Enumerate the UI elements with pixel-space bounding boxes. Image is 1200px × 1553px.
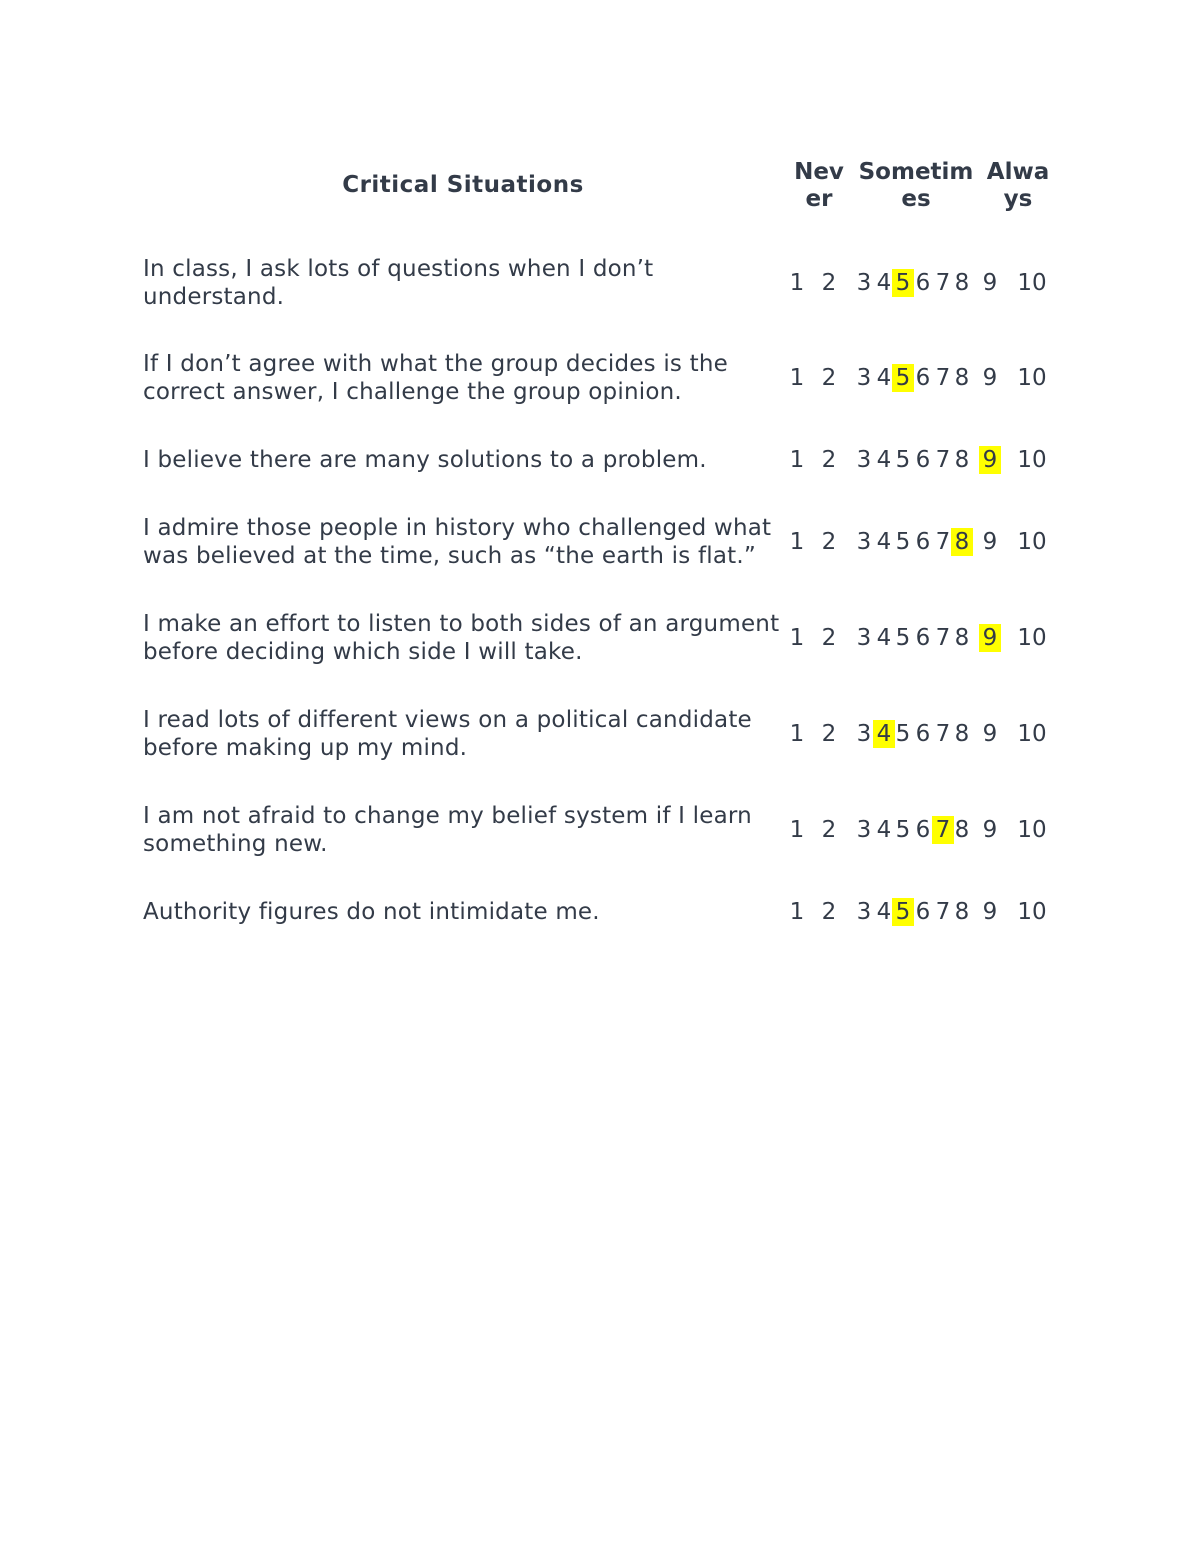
rating-option-2[interactable]: 2 [821, 447, 837, 473]
rating-option-8[interactable]: 8 [954, 447, 970, 473]
rating-option-6[interactable]: 6 [915, 447, 931, 473]
rating-option-7[interactable]: 7 [935, 447, 951, 473]
rating-option-7[interactable]: 7 [935, 625, 951, 651]
rating-option-selected[interactable]: 5 [892, 269, 914, 297]
rating-scale [789, 816, 1069, 844]
rating-option-10[interactable]: 10 [1017, 817, 1047, 843]
rating-option-6[interactable]: 6 [915, 529, 931, 555]
rating-option-3[interactable]: 3 [856, 270, 872, 296]
rating-option-1[interactable]: 1 [789, 447, 805, 473]
rating-option-7[interactable]: 7 [935, 529, 951, 555]
rating-option-2[interactable]: 2 [821, 270, 837, 296]
rating-option-selected[interactable]: 4 [873, 720, 895, 748]
statement-text: I admire those people in history who challenged what was believed at the time, such as “the earth is flat.” [143, 515, 772, 569]
rating-option-10[interactable]: 10 [1017, 529, 1047, 555]
rating-option-2[interactable]: 2 [821, 365, 837, 391]
rating-option-6[interactable]: 6 [915, 817, 931, 843]
rating-option-3[interactable]: 3 [856, 529, 872, 555]
statement-text: I believe there are many solutions to a problem. [143, 447, 707, 473]
rating-option-4[interactable]: 4 [876, 817, 892, 843]
rating-option-4[interactable]: 4 [876, 447, 892, 473]
rating-option-1[interactable]: 1 [789, 365, 805, 391]
rating-scale [789, 624, 1069, 652]
rating-option-3[interactable]: 3 [856, 899, 872, 925]
rating-option-5[interactable]: 5 [895, 625, 911, 651]
rating-option-8[interactable]: 8 [954, 721, 970, 747]
rating-option-6[interactable]: 6 [915, 365, 931, 391]
rating-option-8[interactable]: 8 [954, 817, 970, 843]
rating-scale [789, 364, 1069, 392]
rating-option-7[interactable]: 7 [935, 721, 951, 747]
rating-option-5[interactable]: 5 [895, 529, 911, 555]
rating-option-9[interactable]: 9 [982, 365, 998, 391]
rating-option-4[interactable]: 4 [876, 529, 892, 555]
rating-option-3[interactable]: 3 [856, 817, 872, 843]
rating-option-9[interactable]: 9 [982, 721, 998, 747]
statement-text: In class, I ask lots of questions when I don’t understand. [143, 256, 654, 310]
rating-option-10[interactable]: 10 [1017, 447, 1047, 473]
rating-option-1[interactable]: 1 [789, 625, 805, 651]
rating-option-9[interactable]: 9 [982, 899, 998, 925]
rating-option-7[interactable]: 7 [935, 365, 951, 391]
rating-scale [789, 446, 1069, 474]
rating-option-5[interactable]: 5 [895, 721, 911, 747]
header-sometimes: Sometimes [858, 159, 974, 212]
header-always: Always [986, 159, 1050, 212]
rating-option-selected[interactable]: 5 [892, 898, 914, 926]
rating-option-3[interactable]: 3 [856, 365, 872, 391]
rating-option-7[interactable]: 7 [935, 899, 951, 925]
rating-option-1[interactable]: 1 [789, 899, 805, 925]
rating-option-6[interactable]: 6 [915, 270, 931, 296]
rating-option-5[interactable]: 5 [895, 447, 911, 473]
rating-option-6[interactable]: 6 [915, 899, 931, 925]
rating-option-selected[interactable]: 8 [951, 528, 973, 556]
rating-option-selected[interactable]: 7 [932, 816, 954, 844]
header-never: Never [794, 159, 844, 212]
rating-option-6[interactable]: 6 [915, 721, 931, 747]
rating-scale [789, 528, 1069, 556]
rating-option-8[interactable]: 8 [954, 899, 970, 925]
rating-option-10[interactable]: 10 [1017, 721, 1047, 747]
rating-option-4[interactable]: 4 [876, 365, 892, 391]
rating-option-2[interactable]: 2 [821, 899, 837, 925]
rating-option-2[interactable]: 2 [821, 529, 837, 555]
rating-option-3[interactable]: 3 [856, 447, 872, 473]
statement-text: I make an effort to listen to both sides of an argument before deciding which side I will take. [143, 611, 780, 665]
rating-option-9[interactable]: 9 [982, 270, 998, 296]
rating-option-3[interactable]: 3 [856, 625, 872, 651]
statement-text: If I don’t agree with what the group decides is the correct answer, I challenge the group opinion. [143, 351, 728, 405]
rating-option-10[interactable]: 10 [1017, 270, 1047, 296]
rating-option-1[interactable]: 1 [789, 529, 805, 555]
rating-option-1[interactable]: 1 [789, 817, 805, 843]
rating-option-8[interactable]: 8 [954, 365, 970, 391]
statement-text: I read lots of different views on a political candidate before making up my mind. [143, 707, 752, 761]
statement-text: Authority figures do not intimidate me. [143, 899, 600, 925]
table-title: Critical Situations [342, 172, 584, 198]
rating-option-3[interactable]: 3 [856, 721, 872, 747]
rating-option-10[interactable]: 10 [1017, 625, 1047, 651]
rating-option-selected[interactable]: 9 [979, 446, 1001, 474]
rating-option-selected[interactable]: 5 [892, 364, 914, 392]
rating-option-2[interactable]: 2 [821, 625, 837, 651]
rating-scale [789, 720, 1069, 748]
rating-option-7[interactable]: 7 [935, 270, 951, 296]
rating-option-6[interactable]: 6 [915, 625, 931, 651]
rating-option-2[interactable]: 2 [821, 721, 837, 747]
rating-option-9[interactable]: 9 [982, 817, 998, 843]
rating-option-4[interactable]: 4 [876, 899, 892, 925]
rating-option-9[interactable]: 9 [982, 529, 998, 555]
rating-option-8[interactable]: 8 [954, 625, 970, 651]
rating-option-5[interactable]: 5 [895, 817, 911, 843]
rating-option-1[interactable]: 1 [789, 270, 805, 296]
rating-option-4[interactable]: 4 [876, 270, 892, 296]
statement-text: I am not afraid to change my belief system if I learn something new. [143, 803, 752, 857]
rating-option-2[interactable]: 2 [821, 817, 837, 843]
rating-option-10[interactable]: 10 [1017, 365, 1047, 391]
rating-option-10[interactable]: 10 [1017, 899, 1047, 925]
rating-scale [789, 269, 1069, 297]
rating-scale [789, 898, 1069, 926]
rating-option-1[interactable]: 1 [789, 721, 805, 747]
rating-option-selected[interactable]: 9 [979, 624, 1001, 652]
rating-option-8[interactable]: 8 [954, 270, 970, 296]
rating-option-4[interactable]: 4 [876, 625, 892, 651]
